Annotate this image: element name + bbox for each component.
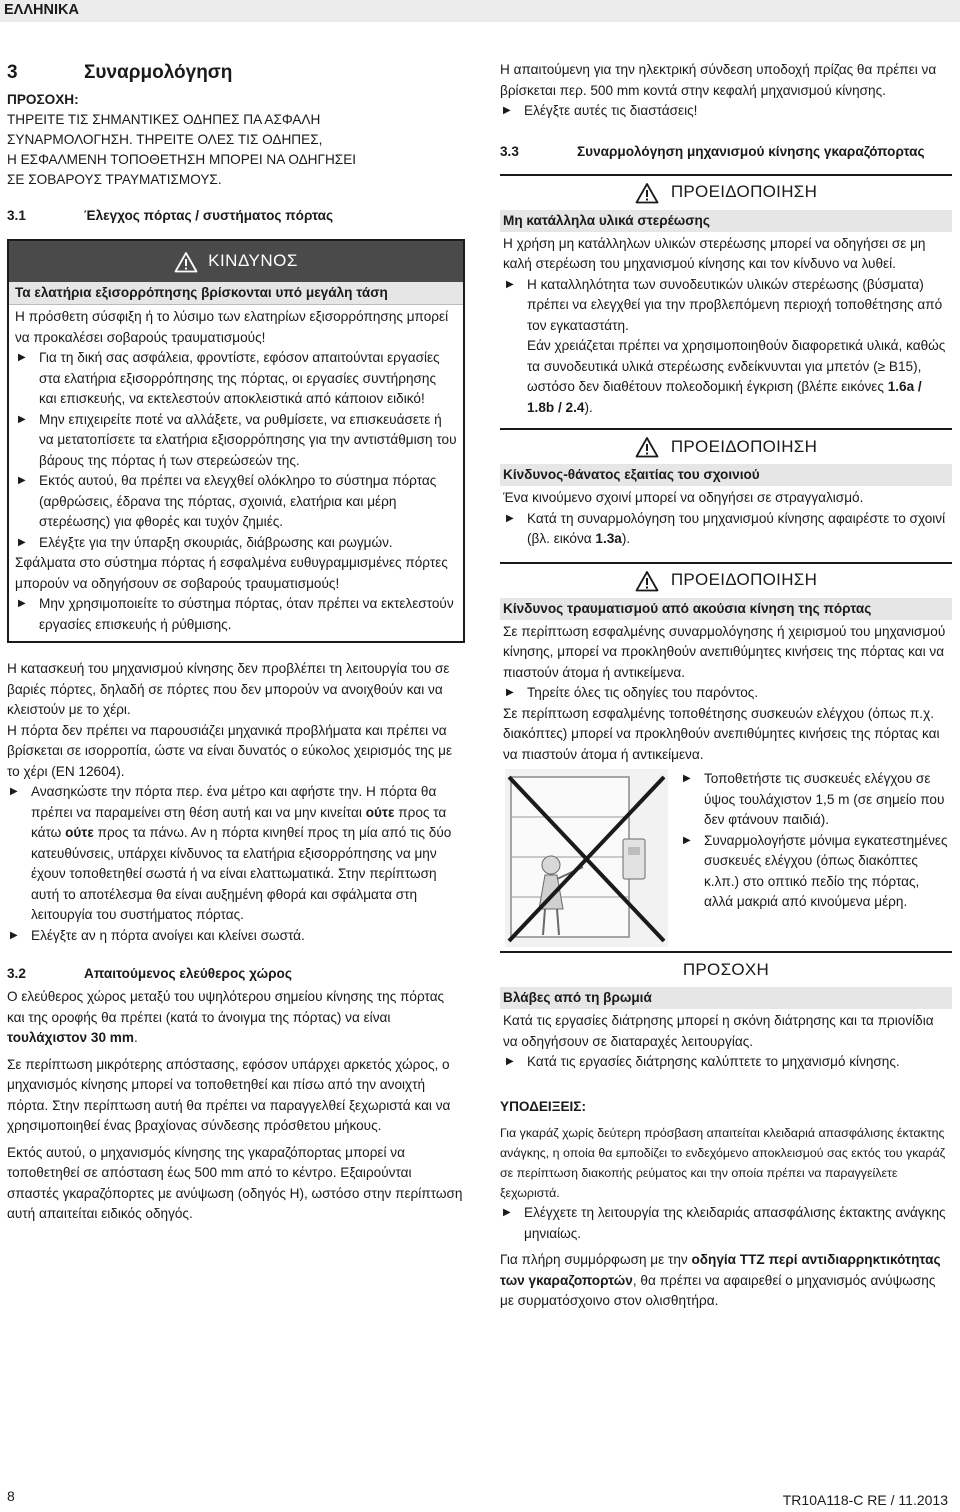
warning-bullet: ▶ Η καταλληλότητα των συνοδευτικών υλικών στερέωσης (βύσματα) πρέπει να ελεγχθεί για την προβλεπόμενη περιοχή τοποθέτησης από τον εγκαταστάτη. Εάν χρειάζεται πρέπει να χρησιμοποιηθούν διαφορετικά υλικά, καθώς τα συνοδευτικά υλικά στερέωσης ενδείκνυνται για μπετόν (≥ B15), ωστόσο δεν διαθέτουν πολεοδομική έγκριση (βλέπε εικόνες 1.6a / 1.8b / 2.4). <box>503 275 949 419</box>
section-3-2-heading <box>7 964 465 984</box>
subsection-number: 3.1 <box>7 208 26 223</box>
subsection-number: 3.2 <box>7 966 26 981</box>
figure-row <box>503 769 949 947</box>
paragraph: Η κατασκευή του μηχανισμού κίνησης δεν προβλέπει τη λειτουργία του σε βαριές πόρτες, δηλαδή σε πόρτες που δεν μπορούν να ανοιχθούν και να κλειστούν με το χέρι. <box>7 661 450 717</box>
bullet-arrow-icon: ▶ <box>18 413 26 425</box>
warning-intro: Ένα κινούμενο σχοινί μπορεί να οδηγήσει σε στραγγαλισμό. <box>503 490 864 505</box>
subsection-title: Απαιτούμενος ελεύθερος χώρος <box>84 966 292 981</box>
warning-subtitle: Μη κατάλληλα υλικά στερέωσης <box>500 210 952 232</box>
caution-line: ΣΥΝΑΡΜΟΛΟΓΗΣΗ. ΤΗΡΕΙΤΕ ΟΛΕΣ ΤΙΣ ΟΔΗΠΕΣ, <box>7 132 323 147</box>
bullet-arrow-icon: ▶ <box>506 512 514 524</box>
danger-bullet: ▶ Ελέγξτε για την ύπαρξη σκουριάς, διάβρωσης και ρωγμών. <box>15 533 457 554</box>
bullet-arrow-icon: ▶ <box>683 773 691 784</box>
warning-subtitle: Κίνδυνος τραυματισμού από ακούσια κίνηση της πόρτας <box>500 598 952 620</box>
caution-text <box>7 110 465 190</box>
left-column <box>7 60 465 1225</box>
right-column <box>500 60 952 1312</box>
danger-closing: Σφάλματα στο σύστημα πόρτας ή εσφαλμένα ευθυγραμμισμένες πόρτες μπορούν να οδηγήσουν σε σοβαρούς τραυματισμούς! <box>15 555 448 591</box>
caution-subtitle: Βλάβες από τη βρωμιά <box>500 987 952 1009</box>
notes-final: Για πλήρη συμμόρφωση με την οδηγία TTZ περί αντιδιαρρηκτικότητας των γκαραζοπορτών, θα πρέπει να αφαιρεθεί ο μηχανισμός ανύψωσης με συρματόσχοινο στον ολισθητήρα. <box>500 1252 941 1308</box>
bullet-arrow-icon: ▶ <box>18 536 26 548</box>
section-3-heading <box>7 60 465 86</box>
notes-bullet: ▶ Ελέγχετε τη λειτουργία της κλειδαριάς απασφάλισης έκτακτης ανάγκης μηνιαίως. <box>500 1203 952 1244</box>
bullet-arrow-icon: ▶ <box>18 598 26 609</box>
bullet-arrow-icon: ▶ <box>506 1056 514 1067</box>
caution-title: ΠΡΟΣΟΧΗ <box>682 959 770 979</box>
caution-bullet: ▶ Κατά τις εργασίες διάτρησης καλύπτετε το μηχανισμό κίνησης. <box>503 1052 949 1073</box>
paragraph: Σε περίπτωση μικρότερης απόστασης, εφόσον υπάρχει αρκετός χώρος, ο μηχανισμός κίνησης μπορεί να τοποθετηθεί και πίσω από την ανοιχτή πόρτα. Στην περίπτωση αυτή θα πρέπει να παραγγελθεί ξεχωριστά και να χρησιμοποιηθεί ένας βραχίονας σύνδεσης πρόσθετου μήκους. <box>7 1056 451 1133</box>
danger-title: ΚΙΝΔΥΝΟΣ <box>208 251 298 271</box>
warning-intro: Η χρήση μη κατάλληλων υλικών στερέωσης μπορεί να οδηγήσει σε μη καλή στερέωση του μηχανισμού κίνησης και τον κίνδυνο να λυθεί. <box>503 235 926 271</box>
warning-bullet: ▶ Τοποθετήστε τις συσκευές ελέγχου σε ύψος τουλάχιστον 1,5 m (σε σημείο που δεν φτάνουν παιδιά). <box>680 769 949 831</box>
danger-subtitle: Τα ελατήρια εξισορρόπησης βρίσκονται υπό μεγάλη τάση <box>9 282 463 305</box>
caution-box <box>500 951 952 1073</box>
emphasis: ούτε <box>65 825 94 840</box>
emphasis: 1.3a <box>595 531 622 546</box>
text: Ανασηκώστε την πόρτα περ. ένα μέτρο και αφήστε την. Η πόρτα θα πρέπει να παραμείνει στη θέση αυτή και να μην κινείται <box>31 784 437 820</box>
danger-bullet: ▶ Μην επιχειρείτε ποτέ να αλλάξετε, να ρυθμίσετε, να επισκευάσετε ή να μετατοπίσετε τα ελατήρια εξισορρόπησης για την αντιστάθμιση του βάρους της πόρτας ή των στερεώσεών της. <box>15 410 457 472</box>
warning-bullet: ▶ Τηρείτε όλες τις οδηγίες του παρόντος. <box>503 683 949 704</box>
bullet-arrow-icon: ▶ <box>683 834 691 846</box>
warning-bullet: ▶ Συναρμολογήστε μόνιμα εγκατεστημένες συσκευές ελέγχου (όπως διακόπτες κ.λπ.) στο οπτικό πεδίο της πόρτας, αλλά μακριά από κινούμενα μέρη. <box>680 831 949 913</box>
emphasis: ούτε <box>365 804 395 820</box>
section-number: 3 <box>7 62 18 83</box>
warning-title: ΠΡΟΕΙΔΟΠΟΙΗΣΗ <box>670 436 818 456</box>
section-3-3-heading <box>500 142 952 162</box>
caution-header <box>500 953 952 987</box>
warning-triangle-icon <box>635 570 659 592</box>
instruction-bullet: ▶ Ελέγξτε αυτές τις διαστάσεις! <box>500 101 952 122</box>
warning-box <box>500 428 952 550</box>
caution-intro: Κατά τις εργασίες διάτρησης μπορεί η σκόνη διάτρησης και τα πριονίδια να οδηγήσουν σε διαταραχές λειτουργίας. <box>503 1013 934 1049</box>
warning-title: ΠΡΟΕΙΔΟΠΟΙΗΣΗ <box>670 570 818 590</box>
caution-line: Η ΕΣΦΑΛΜΕΝΗ ΤΟΠΟΘΕΤΗΣΗ ΜΠΟΡΕΙ ΝΑ ΟΔΗΓΗΣΕΙ <box>7 152 357 167</box>
text: προς τα κάτω <box>31 804 447 840</box>
document-code: TR10A118-C RE / 11.2013 <box>782 1492 948 1508</box>
danger-bullet: ▶ Για τη δική σας ασφάλεια, φροντίστε, εφόσον απαιτούνται εργασίες στα ελατήρια εξισορρόπησης της πόρτας, οι εργασίες συντήρησης και επισκευής, να εκτελεστούν αποκλειστικά από κάποιον ειδικό! <box>15 348 457 410</box>
bullet-arrow-icon: ▶ <box>506 278 514 290</box>
warning-bullet: ▶ Κατά τη συναρμολόγηση του μηχανισμού κίνησης αφαιρέστε το σχοινί (βλ. εικόνα 1.3a). <box>503 509 949 550</box>
child-at-door-crossed-illustration <box>505 769 668 947</box>
subsection-number: 3.3 <box>500 143 519 159</box>
notes-title: ΥΠΟΔΕΙΞΕΙΣ: <box>500 1098 586 1114</box>
warning-intro: Σε περίπτωση εσφαλμένης συναρμολόγησης ή χειρισμού του μηχανισμού κίνησης, μπορεί να προκληθούν ανεπιθύμητες κινήσεις της πόρτας και να πιαστούν άτομα ή αντικείμενα. <box>503 623 946 680</box>
warning-triangle-icon <box>174 251 198 273</box>
warning-header <box>500 176 952 210</box>
danger-box <box>7 239 465 643</box>
paragraph: Η πόρτα δεν πρέπει να παρουσιάζει μηχανικά προβλήματα και πρέπει να βρίσκεται σε ισορροπία, ώστε να είναι δυνατός ο εύκολος χειρισμός της με το χέρι (EN 12604). <box>7 722 453 779</box>
warning-header <box>500 430 952 464</box>
page-number: 8 <box>7 1488 15 1504</box>
bullet-arrow-icon: ▶ <box>503 105 511 116</box>
language-header <box>0 0 960 22</box>
paragraph: Ο ελεύθερος χώρος μεταξύ του υψηλότερου σημείου κίνησης της πόρτας και της οροφής θα πρέπει (κατά το άνοιγμα της πόρτας) να είναι τουλάχιστον 30 mm. <box>7 989 445 1045</box>
instruction-bullet <box>7 782 465 926</box>
text: προς τα πάνω. Αν η πόρτα κινηθεί προς τη μία από τις δύο κατευθύνσεις, υπάρχει κίνδυνος τα ελατήρια εξισορρόπησης να μην έχουν τοποθετηθεί σωστά ή να είναι ελαττωματικά. Στην περίπτωση αυτή το αποτέλεσμα θα είναι αυξημένη φθορά και σφάλματα στη λειτουργία του συστήματος πόρτας. <box>31 825 452 922</box>
section-3-1-heading <box>7 206 465 226</box>
caution-line: ΤΗΡΕΙΤΕ ΤΙΣ ΣΗΜΑΝΤΙΚΕΣ ΟΔΗΠΕΣ ΠΑ ΑΣΦΑΛΗ <box>7 112 321 127</box>
bullet-arrow-icon: ▶ <box>10 929 18 941</box>
emphasis: 1.6a / 1.8b / 2.4 <box>527 379 922 415</box>
caution-line: ΣΕ ΣΟΒΑΡΟΥΣ ΤΡΑΥΜΑΤΙΣΜΟΥΣ. <box>7 172 222 187</box>
bullet-arrow-icon: ▶ <box>503 1207 511 1218</box>
warning-box <box>500 562 952 948</box>
danger-bullet: ▶ Μην χρησιμοποιείτε το σύστημα πόρτας, όταν πρέπει να εκτελεστούν εργασίες επισκευής ή ρύθμισης. <box>15 594 457 635</box>
instruction-bullet: ▶ Ελέγξτε αν η πόρτα ανοίγει και κλείνει σωστά. <box>7 926 465 947</box>
subsection-title: Συναρμολόγηση μηχανισμού κίνησης γκαραζόπορτας <box>577 143 925 159</box>
bullet-arrow-icon: ▶ <box>506 687 514 698</box>
notes-text: Για γκαράζ χωρίς δεύτερη πρόσβαση απαιτείται κλειδαριά απασφάλισης έκτακτης ανάγκης, η οποία θα εμποδίζει το ενδεχόμενο αποκλεισμού σας εκτός του γκαράζ σε περίπτωση διακοπής ρεύματος και την οποία πρέπει να παραγγείλετε ξεχωριστά. <box>500 1126 946 1200</box>
bullet-arrow-icon: ▶ <box>10 786 18 797</box>
warning-header <box>500 564 952 598</box>
bullet-arrow-icon: ▶ <box>18 475 26 486</box>
danger-intro: Η πρόσθετη σύσφιξη ή το λύσιμο των ελατηρίων εξισορρόπησης μπορεί να προκαλέσει σοβαρούς τραυματισμούς! <box>15 309 449 345</box>
emphasis: οδηγία TTZ περί αντιδιαρρηκτικότητας των γκαραζοπορτών <box>500 1252 941 1288</box>
warning-box <box>500 174 952 419</box>
warning-subtitle: Κίνδυνος-θάνατος εξαιτίας του σχοινιού <box>500 464 952 486</box>
language-label: ΕΛΛΗΝΙΚΑ <box>4 2 79 18</box>
danger-bullet: ▶ Εκτός αυτού, θα πρέπει να ελεγχθεί ολόκληρο το σύστημα πόρτας (αρθρώσεις, έδρανα της πόρτας, σχοινιά, ελατήρια και μέρη στερέωσης) για φθορές και τυχόν ζημιές. <box>15 471 457 533</box>
warning-triangle-icon <box>635 436 659 458</box>
bullet-arrow-icon: ▶ <box>18 352 26 363</box>
subsection-title: Έλεγχος πόρτας / συστήματος πόρτας <box>84 208 334 223</box>
warning-triangle-icon <box>635 182 659 204</box>
warning-paragraph: Σε περίπτωση εσφαλμένης τοποθέτησης συσκευών ελέγχου (όπως π.χ. διακόπτες) μπορεί να προκληθούν ανεπιθύμητες κινήσεις της πόρτας και να πιαστούν άτομα ή αντικείμενα. <box>503 705 940 762</box>
paragraph: Η απαιτούμενη για την ηλεκτρική σύνδεση υποδοχή πρίζας θα πρέπει να βρίσκεται περ. 500 mm κοντά στην κεφαλή μηχανισμού κίνησης. <box>500 62 937 98</box>
caution-label: ΠΡΟΣΟΧΗ: <box>7 92 79 107</box>
danger-header <box>9 241 463 282</box>
emphasis: τουλάχιστον 30 mm <box>7 1030 134 1045</box>
paragraph: Εκτός αυτού, ο μηχανισμός κίνησης της γκαραζόπορτας μπορεί να τοποθετηθεί σε απόσταση έως 500 mm από το κέντρο. Εξαιρούνται σπαστές γκαραζόπορτες με ανύψωση (οδηγός Η), ωστόσο στην περίπτωση αυτή απαιτείται ειδικός οδηγός. <box>7 1144 463 1221</box>
section-title: Συναρμολόγηση <box>84 62 233 83</box>
warning-title: ΠΡΟΕΙΔΟΠΟΙΗΣΗ <box>670 182 818 202</box>
